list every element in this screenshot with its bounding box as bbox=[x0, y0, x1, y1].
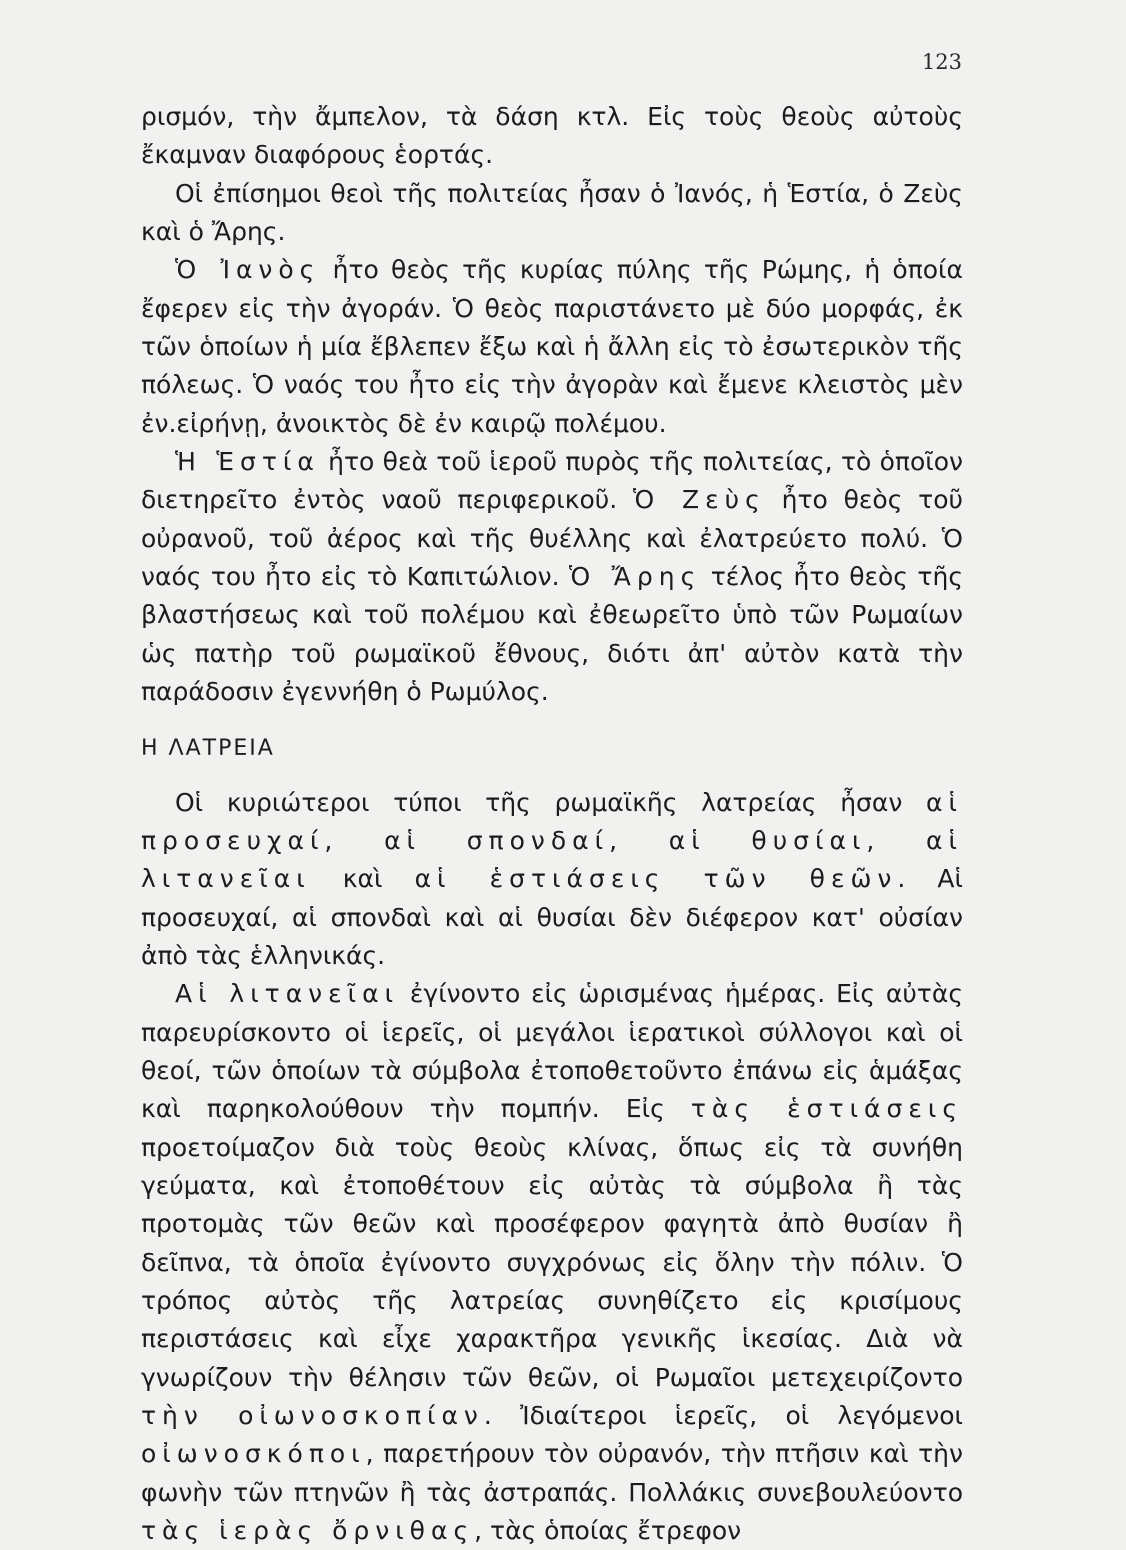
text-run: , παρετήρουν τὸν οὐρανόν, τὴν πτῆσιν καὶ τὴν φωνὴν τῶν πτηνῶν ἢ τὰς ἀστραπάς. Πολλάκις συνεβουλεύοντο bbox=[141, 1439, 963, 1507]
paragraph-5 bbox=[141, 784, 963, 976]
text-run: ρισμόν, τὴν ἄμπελον, τὰ δάση κτλ. Εἰς τοὺς θεοὺς αὐτοὺς ἔκαμναν διαφόρους ἑορτάς. bbox=[141, 102, 963, 170]
paragraph-3 bbox=[141, 251, 963, 443]
paragraph-4 bbox=[141, 443, 963, 711]
text-run: Οἱ κυριώτεροι τύποι τῆς ρωμαϊκῆς λατρείας ἦσαν bbox=[175, 787, 927, 817]
page-number: 123 bbox=[921, 50, 962, 74]
text-run: ἐγίνοντο εἰς ὡρισμένας ἡμέρας. Εἰς αὐτὰς παρευρίσκοντο οἱ ἱερεῖς, οἱ μεγάλοι ἱερατικοὶ σύλλογοι καὶ οἱ θεοί, τῶν ὁποίων τὰ σύμβολα ἐτοποθετοῦντο ἐπάνω εἰς ἁμάξας καὶ παρηκολούθουν τὴν πομπήν. Εἰς bbox=[141, 979, 963, 1124]
text-run: ἦτο θεὸς τῆς κυρίας πύλης τῆς Ρώμης, ἡ ὁποία ἔφερεν εἰς τὴν ἀγοράν. Ὁ θεὸς παριστάνετο μὲ δύο μορφάς, ἐκ τῶν ὁποίων ἡ μία ἔβλεπεν ἔξω καὶ ἡ ἄλλη εἰς τὸ ἐσωτερικὸν τῆς πόλεως. Ὁ ναός του ἦτο εἰς τὴν ἀγορὰν καὶ ἔμενε κλειστὸς μὲν ἐν.εἰρήνῃ, ἀνοικτὸς δὲ ἐν καιρῷ πολέμου. bbox=[141, 255, 963, 438]
spaced-term: αἱ προσευχαί, αἱ σπονδαί, αἱ θυσίαι, αἱ λιτανεῖαι bbox=[141, 787, 963, 894]
text-run: . Ἰδιαίτεροι ἱερεῖς, οἱ λεγόμενοι bbox=[483, 1401, 963, 1430]
spaced-term: τὴν οἰωνοσκοπίαν bbox=[141, 1401, 484, 1430]
spaced-term: αἱ ἑστιάσεις τῶν θεῶν bbox=[414, 864, 898, 894]
spaced-term: Αἱ λιτανεῖαι bbox=[175, 979, 400, 1009]
text-run: καὶ bbox=[310, 864, 415, 894]
spaced-term: Ὁ Ζεὺς bbox=[632, 485, 766, 515]
spaced-term: τὰς ἱερὰς ὄρνιθας bbox=[141, 1516, 475, 1546]
text-run: , τὰς ὁποίας ἔτρεφον bbox=[474, 1516, 742, 1546]
spaced-term: οἰωνοσκόποι bbox=[141, 1439, 366, 1469]
text-run: προετοίμαζον διὰ τοὺς θεοὺς κλίνας, ὅπως εἰς τὰ συνήθη γεύματα, καὶ ἐτοποθέτουν εἰς αὐτὰς τὰ σύμβολα ἢ τὰς προτομὰς τῶν θεῶν καὶ προσέφερον φαγητὰ ἀπὸ θυσίαν ἢ δεῖπνα, τὰ ὁποῖα ἐγίνοντο συγχρόνως εἰς ὅλην τὴν πόλιν. Ὁ τρόπος αὐτὸς τῆς λατρείας συνηθίζετο εἰς κρισίμους περιστάσεις καὶ εἶχε χαρακτῆρα γενικῆς ἱκεσίας. Διὰ νὰ γνωρίζουν τὴν θέλησιν τῶν θεῶν, οἱ Ρωμαῖοι μετεχειρίζοντο bbox=[141, 1132, 963, 1392]
text-run: . Αἱ προσευχαί, αἱ σπονδαὶ καὶ αἱ θυσίαι δὲν διέφερον κατ' οὐσίαν ἀπὸ τὰς ἑλληνικάς. bbox=[141, 864, 963, 970]
spaced-term: τὰς ἑστιάσεις bbox=[690, 1094, 963, 1124]
paragraph-1 bbox=[141, 98, 963, 175]
spaced-term: Ὁ Ἄρης bbox=[569, 562, 702, 592]
spaced-term: Ἡ Ἑστία bbox=[175, 447, 320, 477]
spaced-term: Ὁ Ἰανὸς bbox=[175, 255, 321, 285]
text-run: ἦτο θεὰ τοῦ ἱεροῦ πυρὸς τῆς πολιτείας, τὸ ὁποῖον διετηρεῖτο ἐντὸς ναοῦ περιφερικοῦ. bbox=[141, 447, 963, 515]
paragraph-6 bbox=[141, 975, 963, 1550]
body-text bbox=[141, 98, 963, 1550]
paragraph-2 bbox=[141, 175, 963, 252]
text-run: τέλος ἦτο θεὸς τῆς βλαστήσεως καὶ τοῦ πολέμου καὶ ἐθεωρεῖτο ὑπὸ τῶν Ρωμαίων ὡς πατὴρ τοῦ ρωμαϊκοῦ ἔθνους, διότι ἀπ' αὐτὸν κατὰ τὴν παράδοσιν ἐγεννήθη ὁ Ρωμύλος. bbox=[141, 562, 964, 707]
text-run: Οἱ ἐπίσημοι θεοὶ τῆς πολιτείας ἦσαν ὁ Ἰανός, ἡ Ἑστία, ὁ Ζεὺς καὶ ὁ Ἄρης. bbox=[141, 178, 963, 247]
section-heading: Η ΛΑΤΡΕΙΑ bbox=[141, 735, 275, 761]
text-run: ἦτο θεὸς τοῦ οὐρανοῦ, τοῦ ἀέρος καὶ τῆς θυέλλης καὶ ἐλατρεύετο πολύ. Ὁ ναός του ἦτο εἰς τὸ Καπιτώλιον. bbox=[141, 485, 963, 592]
